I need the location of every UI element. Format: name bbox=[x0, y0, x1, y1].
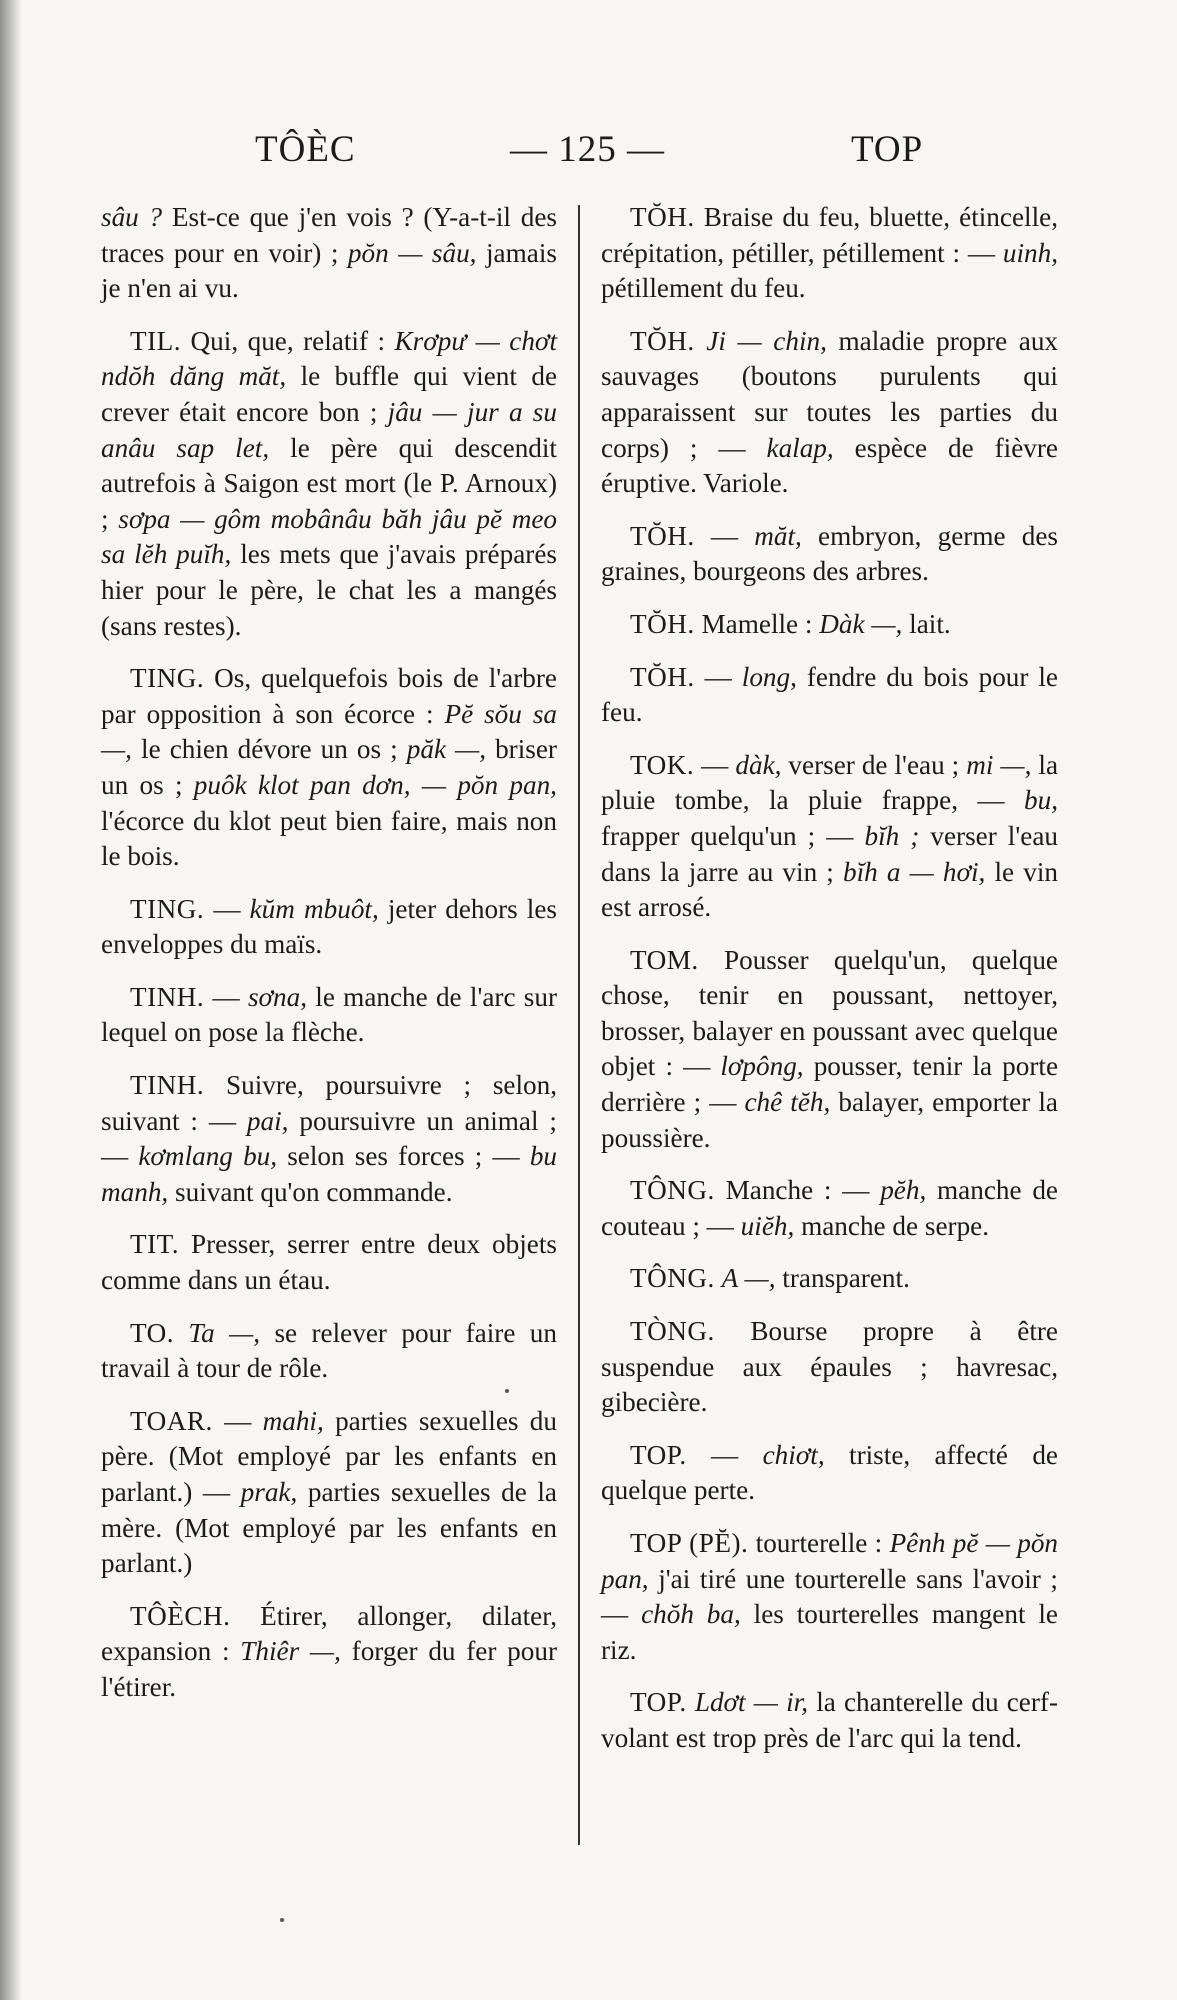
dictionary-entry bbox=[101, 324, 557, 644]
entry-example-italic: uinh, bbox=[1002, 237, 1058, 268]
speck-mark bbox=[505, 1389, 509, 1393]
entry-example-italic: mi —, bbox=[966, 749, 1032, 780]
page-binding-shadow bbox=[0, 0, 22, 2000]
dictionary-entry bbox=[101, 1316, 557, 1387]
entry-text: pousser, tenir la porte derrière ; — bbox=[601, 1051, 1059, 1118]
entry-headword: TÔNG. bbox=[630, 1175, 715, 1206]
entry-example-italic: bĭh ; bbox=[864, 820, 920, 851]
dictionary-entry bbox=[101, 1068, 557, 1210]
entry-headword: TO. bbox=[130, 1317, 175, 1348]
entry-text: le vin est arrosé. bbox=[601, 856, 1058, 923]
entry-text: — bbox=[212, 1405, 263, 1436]
entry-text: le père qui descendit autrefois à Saigon est mort (le P. Arnoux) ; bbox=[101, 432, 557, 534]
dictionary-entry bbox=[601, 1261, 1058, 1297]
entry-example-italic: puôk klot pan dơn, — pŏn pan, bbox=[193, 769, 557, 800]
entry-example-italic: chiơt, bbox=[762, 1439, 825, 1470]
entry-example-italic: bĭh a — hơi, bbox=[843, 856, 986, 887]
entry-text: — bbox=[694, 520, 755, 551]
entry-text: j'ai tiré une tourterelle sans l'avoir ; — bbox=[601, 1563, 1058, 1630]
dictionary-entry bbox=[601, 748, 1058, 926]
entry-text: les tourterelles mangent le riz. bbox=[601, 1599, 1058, 1665]
entry-headword: TŎH. bbox=[630, 325, 695, 356]
entry-example-italic: Pĕ sŏu sa —, bbox=[101, 698, 557, 765]
entry-headword: TÒNG. bbox=[630, 1316, 715, 1347]
entry-text: triste, affecté de quelque perte. bbox=[601, 1439, 1059, 1506]
entry-headword: TŎH. bbox=[630, 661, 695, 692]
dictionary-entry bbox=[101, 980, 557, 1051]
entry-text: Mamelle : bbox=[694, 608, 820, 639]
entry-headword: TING. bbox=[130, 663, 205, 694]
entry-example-italic: Ta —, bbox=[188, 1317, 261, 1348]
entry-text: espèce de fièvre éruptive. Variole. bbox=[601, 432, 1058, 499]
entry-text: tourterelle : bbox=[748, 1528, 890, 1558]
entry-text: verser l'eau dans la jarre au vin ; bbox=[601, 820, 1058, 887]
entry-text bbox=[715, 1263, 722, 1293]
entry-text: les mets que j'avais préparés hier pour le père, le chat les a mangés (sans restes). bbox=[101, 539, 557, 641]
dictionary-entry bbox=[101, 200, 557, 307]
entry-text: — bbox=[694, 749, 736, 780]
entry-text: Est-ce que j'en vois ? (Y-a-t-il des traces pour en voir) ; bbox=[101, 202, 557, 268]
dictionary-entry bbox=[101, 1227, 557, 1298]
dictionary-entry bbox=[601, 607, 1058, 643]
entry-text: la chanterelle du cerf-volant est trop près de l'arc qui la tend. bbox=[601, 1687, 1059, 1753]
entry-text: parties sexuelles du père. (Mot employé par les enfants en parlant.) — bbox=[101, 1405, 557, 1507]
header-right-guideword: TOP bbox=[851, 129, 924, 170]
dictionary-entry bbox=[101, 1599, 557, 1706]
entry-headword: TOP (PĔ). bbox=[630, 1528, 749, 1558]
entry-example-italic: Ldơt — ir, bbox=[694, 1687, 809, 1718]
entry-example-italic: chê tĕh, bbox=[744, 1087, 831, 1118]
entry-text: suivant qu'on commande. bbox=[168, 1176, 453, 1207]
entry-text: maladie propre aux sauvages (boutons purulents qui apparaissent sur toutes les parties du corps) ; — bbox=[601, 325, 1059, 463]
entry-text: — bbox=[686, 1439, 763, 1470]
entry-example-italic: sơna, bbox=[247, 981, 308, 1012]
entry-headword: TOK. bbox=[630, 749, 695, 780]
entry-text: Bourse propre à être suspendue aux épaules ; havresac, gibecière. bbox=[601, 1316, 1058, 1418]
entry-headword: TOP. bbox=[630, 1687, 687, 1718]
dictionary-entry bbox=[601, 324, 1058, 502]
entry-headword: TŎH. bbox=[630, 520, 695, 551]
entry-example-italic: mahi, bbox=[262, 1405, 324, 1436]
entry-headword: TOP. bbox=[630, 1439, 687, 1470]
speck-mark bbox=[280, 1918, 284, 1922]
dictionary-entry bbox=[601, 200, 1058, 307]
entry-text bbox=[174, 1318, 188, 1348]
entry-text: — bbox=[204, 981, 248, 1012]
dictionary-entry bbox=[601, 519, 1058, 590]
entry-text: parties sexuelles de la mère. (Mot employé par les enfants en parlant.) bbox=[101, 1477, 557, 1579]
entry-example-italic: sâu ? bbox=[101, 202, 163, 232]
entry-headword: TIL. bbox=[130, 325, 182, 356]
entry-example-italic: dàk, bbox=[735, 749, 782, 780]
entry-text: le manche de l'arc sur lequel on pose la flèche. bbox=[101, 981, 558, 1048]
entry-example-italic: pŏn — sâu, bbox=[347, 237, 477, 268]
entry-text: Braise du feu, bluette, étincelle, crépitation, pétiller, pétillement : — bbox=[601, 202, 1058, 268]
entry-text: manche de couteau ; — bbox=[601, 1175, 1058, 1241]
entry-example-italic: pĕh, bbox=[880, 1175, 927, 1206]
entry-text: manche de serpe. bbox=[794, 1210, 990, 1241]
entry-example-italic: uiĕh, bbox=[740, 1210, 795, 1241]
entry-text: forger du fer pour l'étirer. bbox=[101, 1636, 558, 1702]
right-column bbox=[601, 200, 1058, 1774]
entry-text: l'écorce du klot peut bien faire, mais non le bois. bbox=[101, 805, 557, 872]
entry-headword: TŎH. bbox=[630, 202, 695, 232]
entry-text: — bbox=[694, 661, 742, 692]
dictionary-entry bbox=[101, 1404, 557, 1582]
entry-text: le chien dévore un os ; bbox=[131, 734, 407, 765]
entry-example-italic: kalap, bbox=[766, 432, 834, 463]
dictionary-entry bbox=[601, 660, 1058, 731]
entry-text: fendre du bois pour le feu. bbox=[601, 661, 1058, 728]
entry-example-italic: lơpông, bbox=[720, 1051, 804, 1082]
entry-headword: TÔÈCH. bbox=[130, 1600, 231, 1631]
entry-example-italic: bu manh, bbox=[101, 1141, 558, 1207]
entry-text: Os, quelquefois bois de l'arbre par opposition à son écorce : bbox=[101, 663, 557, 729]
entry-text: briser un os ; bbox=[101, 734, 557, 800]
entry-text: Qui, que, relatif : bbox=[181, 325, 395, 356]
entry-example-italic: sơpa — gôm mobânâu băh jâu pĕ meo sa lĕh puĭh, bbox=[101, 503, 557, 570]
entry-example-italic: long, bbox=[741, 661, 797, 692]
entry-text: balayer, emporter la poussière. bbox=[601, 1087, 1058, 1153]
entry-headword: TŎH. bbox=[630, 608, 695, 639]
entry-example-italic: Ji — chin, bbox=[706, 325, 827, 356]
entry-text: Pousser quelqu'un, quelque chose, tenir en poussant, nettoyer, brosser, balayer en poussant avec quelque objet : — bbox=[601, 944, 1058, 1082]
entry-text bbox=[687, 1687, 695, 1717]
entry-headword: TIT. bbox=[130, 1229, 180, 1260]
entry-text: pétillement du feu. bbox=[601, 273, 806, 304]
entry-example-italic: bu, bbox=[1024, 785, 1058, 816]
dictionary-entry bbox=[601, 1685, 1058, 1756]
dictionary-entry bbox=[601, 943, 1058, 1157]
entry-text: jamais je n'en ai vu. bbox=[101, 237, 557, 304]
entry-example-italic: păk —, bbox=[406, 734, 487, 765]
entry-example-italic: kŭm mbuôt, bbox=[249, 893, 379, 924]
entry-example-italic: Dàk —, bbox=[819, 608, 903, 639]
entry-text: Presser, serrer entre deux objets comme dans un étau. bbox=[101, 1229, 557, 1296]
column-divider bbox=[578, 205, 580, 1845]
dictionary-entry bbox=[601, 1173, 1058, 1244]
dictionary-entry bbox=[601, 1526, 1058, 1668]
dictionary-entry bbox=[101, 892, 557, 963]
entry-headword: TOM. bbox=[630, 944, 699, 975]
dictionary-entry bbox=[601, 1438, 1058, 1509]
entry-text: le buffle qui vient de crever était encore bon ; bbox=[101, 361, 558, 427]
entry-headword: TING. bbox=[130, 893, 205, 924]
entry-text: embryon, germe des graines, bourgeons des arbres. bbox=[601, 520, 1058, 587]
entry-text: selon ses forces ; — bbox=[277, 1141, 530, 1172]
entry-example-italic: prak, bbox=[240, 1477, 298, 1507]
entry-text: Suivre, poursuivre ; selon, suivant : — bbox=[101, 1070, 557, 1136]
entry-example-italic: jâu — jur a su anâu sap let, bbox=[101, 396, 557, 463]
entry-text: la pluie tombe, la pluie frappe, — bbox=[601, 749, 1059, 816]
entry-text: se relever pour faire un travail à tour de rôle. bbox=[101, 1317, 557, 1384]
entry-text: Manche : — bbox=[714, 1175, 881, 1206]
page-header bbox=[0, 128, 1177, 188]
entry-example-italic: Krơpư — chơt ndŏh dăng măt, bbox=[101, 325, 557, 392]
header-left-guideword: TÔÈC bbox=[255, 129, 356, 170]
entry-text: transparent. bbox=[775, 1263, 910, 1294]
entry-text: lait. bbox=[902, 608, 951, 639]
entry-example-italic: kơmlang bu, bbox=[138, 1141, 278, 1172]
entry-example-italic: Thiêr —, bbox=[240, 1636, 341, 1667]
entry-headword: TINH. bbox=[130, 981, 205, 1012]
entry-text: frapper quelqu'un ; — bbox=[601, 820, 865, 851]
entry-example-italic: măt, bbox=[754, 520, 802, 551]
entry-text: jeter dehors les enveloppes du maïs. bbox=[101, 893, 558, 960]
entry-headword: TOAR. bbox=[130, 1405, 213, 1436]
entry-example-italic: pai, bbox=[246, 1105, 289, 1136]
entry-text: poursuivre un animal ; — bbox=[101, 1105, 557, 1172]
entry-example-italic: Pênh pĕ — pŏn pan, bbox=[601, 1528, 1059, 1594]
entry-text: Étirer, allonger, dilater, expansion : bbox=[101, 1600, 557, 1667]
page-number: — 125 — bbox=[510, 129, 665, 170]
dictionary-entry bbox=[601, 1314, 1058, 1421]
entry-headword: TINH. bbox=[130, 1070, 205, 1101]
entry-example-italic: A —, bbox=[721, 1263, 776, 1294]
entry-text bbox=[695, 326, 707, 356]
dictionary-entry bbox=[101, 661, 557, 875]
left-column bbox=[101, 200, 557, 1723]
entry-text: — bbox=[204, 893, 250, 924]
entry-example-italic: chŏh ba, bbox=[641, 1599, 741, 1630]
entry-headword: TÔNG. bbox=[630, 1263, 715, 1294]
entry-text: verser de l'eau ; bbox=[781, 749, 967, 780]
